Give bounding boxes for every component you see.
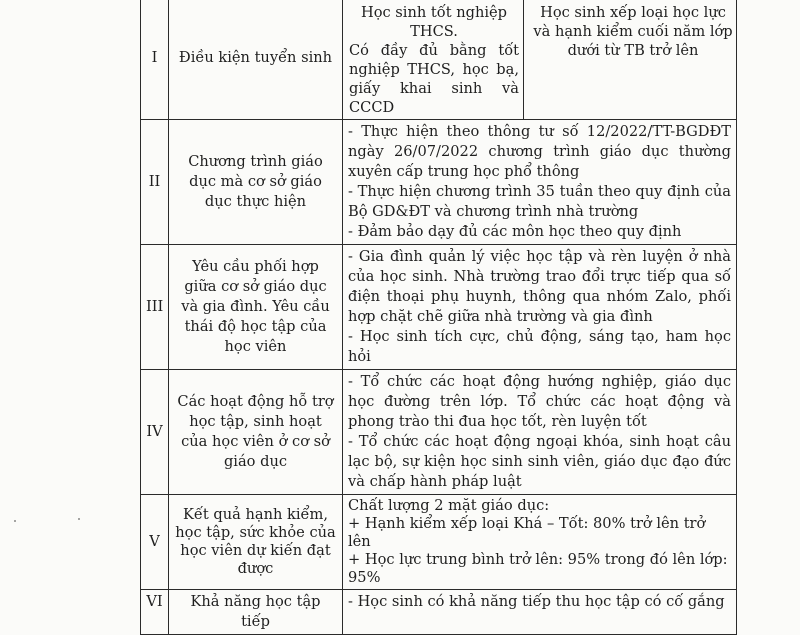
scan-speck [78,518,80,520]
content-line: - Tổ chức các hoạt động ngoại khóa, sinh hoạt câu lạc bộ, sự kiện học sinh sinh viên, giáo dục đạo đức và chấp hành pháp luật [348,433,731,490]
criterion-cell: Chương trình giáo dục mà cơ sở giáo dục thực hiện [169,120,343,245]
admission-info-table [140,0,737,635]
content-cell [343,590,737,635]
content-line: - Học sinh có khả năng tiếp thu học tập có cố gắng [348,593,725,610]
content-line: + Học lực trung bình trở lên: 95% trong đó lên lớp: 95% [348,551,728,586]
table-row [141,590,737,635]
scan-speck [14,520,16,522]
table-row [141,495,737,590]
content-line: Chất lượng 2 mặt giáo dục: [348,497,550,514]
table-row [141,370,737,495]
content-line: - Đảm bảo dạy đủ các môn học theo quy định [348,223,682,240]
table-row [141,120,737,245]
content-line: Học sinh tốt nghiệp THCS. [360,4,507,40]
content-cell [343,0,737,120]
content-cell [343,495,737,590]
content-line: - Học sinh tích cực, chủ động, sáng tạo, ham học hỏi [348,328,731,365]
table-row [141,245,737,370]
table-row [141,0,737,120]
content-left [343,0,524,119]
content-line: - Tổ chức các hoạt động hướng nghiệp, giáo dục học đường trên lớp. Tổ chức các hoạt động và phong trào thi đua học tốt, rèn luyện tốt [348,373,731,430]
content-line: + Hạnh kiểm xếp loại Khá – Tốt: 80% trở lên trở lên [348,515,706,550]
criterion-cell: Yêu cầu phối hợp giữa cơ sở giáo dục và gia đình. Yêu cầu thái độ học tập của học viên [169,245,343,370]
content-line: - Thực hiện theo thông tư số 12/2022/TT-BGDĐT ngày 26/07/2022 chương trình giáo dục thường xuyên cấp trung học phổ thông [348,123,731,180]
content-cell [343,120,737,245]
content-line: - Thực hiện chương trình 35 tuần theo quy định của Bộ GD&ĐT và chương trình nhà trường [348,183,731,220]
criterion-cell: Các hoạt động hỗ trợ học tập, sinh hoạt của học viên ở cơ sở giáo dục [169,370,343,495]
row-number: I [141,0,169,120]
content-line: Có đầy đủ bằng tốt nghiệp THCS, học bạ, giấy khai sinh và CCCD [349,42,519,116]
row-number: VI [141,590,169,635]
content-cell [343,245,737,370]
row-number: III [141,245,169,370]
row-number: IV [141,370,169,495]
content-cell [343,370,737,495]
criterion-cell: Điều kiện tuyển sinh [169,0,343,120]
content-line: - Gia đình quản lý việc học tập và rèn luyện ở nhà của học sinh. Nhà trường trao đổi trực tiếp qua số điện thoại phụ huynh, thông qua nhóm Zalo, phối hợp chặt chẽ giữa nhà trường và gia đình [348,248,731,325]
split-content [343,0,736,119]
row-number: II [141,120,169,245]
criterion-cell: Khả năng học tập tiếp [169,590,343,635]
content-right: Học sinh xếp loại học lực và hạnh kiểm cuối năm lớp dưới từ TB trở lên [524,0,737,119]
criterion-cell: Kết quả hạnh kiểm, học tập, sức khỏe của học viên dự kiến đạt được [169,495,343,590]
row-number: V [141,495,169,590]
